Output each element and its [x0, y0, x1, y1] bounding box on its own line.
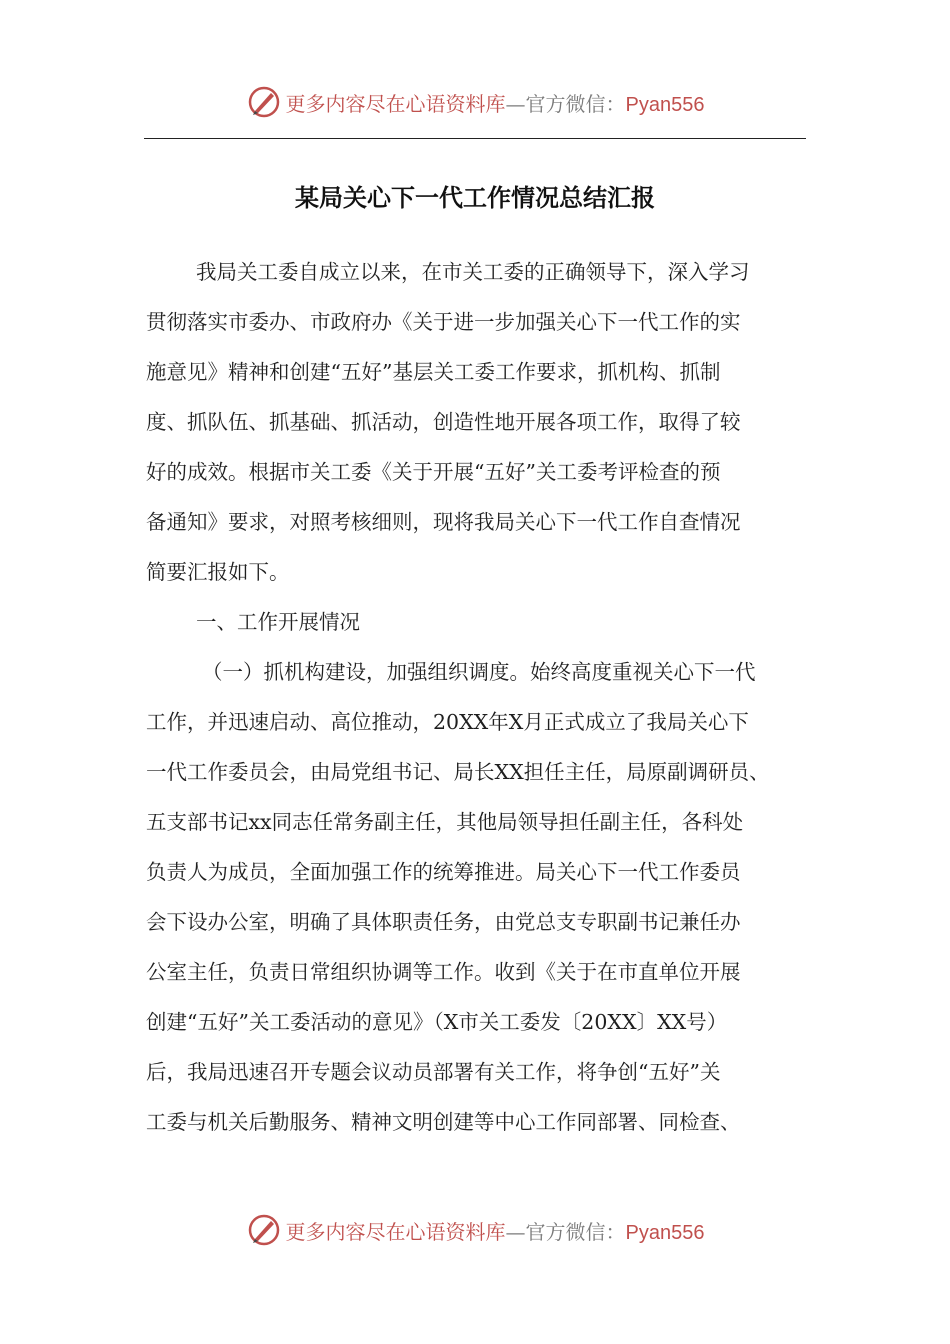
banner-text: [286, 1216, 705, 1245]
banner-wechat-label: 官方微信：: [525, 1219, 626, 1244]
body-line: 会下设办公室，明确了具体职责任务，由党总支专职副书记兼任办: [146, 910, 741, 934]
document-title: 某局关心下一代工作情况总结汇报: [295, 183, 655, 212]
banner-separator: —: [505, 1219, 526, 1244]
body-line: 一、工作开展情况: [196, 610, 360, 634]
banner-main-text: 更多内容尽在心语资料库: [285, 91, 506, 116]
banner-wechat-id: Pyan556: [625, 93, 705, 116]
pen-logo-icon: [246, 84, 282, 120]
body-line: 一代工作委员会，由局党组书记、局长XX担任主任，局原副调研员、: [146, 760, 770, 784]
body-line: 公室主任，负责日常组织协调等工作。收到《关于在市直单位开展: [146, 960, 741, 984]
body-line: 工作，并迅速启动、高位推动，20XX年X月正式成立了我局关心下: [146, 710, 749, 734]
body-line: 五支部书记xx同志任常务副主任，其他局领导担任副主任，各科处: [146, 810, 744, 834]
body-line: 度、抓队伍、抓基础、抓活动，创造性地开展各项工作，取得了较: [146, 410, 741, 434]
body-line: 后，我局迅速召开专题会议动员部署有关工作，将争创“五好”关: [146, 1060, 721, 1084]
body-line: 施意见》精神和创建“五好”基层关工委工作要求，抓机构、抓制: [146, 360, 721, 384]
body-line: 好的成效。根据市关工委《关于开展“五好”关工委考评检查的预: [146, 460, 721, 484]
banner-wechat-label: 官方微信：: [525, 91, 626, 116]
body-line: 创建“五好”关工委活动的意见》（X市关工委发〔20XX〕XX号）: [146, 1010, 728, 1034]
pen-logo-icon: [246, 1212, 282, 1248]
banner-separator: —: [505, 91, 526, 116]
body-line: 贯彻落实市委办、市政府办《关于进一步加强关心下一代工作的实: [146, 310, 741, 334]
body-line: （一）抓机构建设，加强组织调度。始终高度重视关心下一代: [202, 660, 756, 684]
body-line: 备通知》要求，对照考核细则，现将我局关心下一代工作自查情况: [146, 510, 741, 534]
body-line: 我局关工委自成立以来，在市关工委的正确领导下，深入学习: [196, 260, 750, 284]
body-line: 负责人为成员，全面加强工作的统筹推进。局关心下一代工作委员: [146, 860, 741, 884]
body-line: 简要汇报如下。: [146, 560, 290, 584]
banner-text: [286, 88, 705, 117]
header-divider: [144, 138, 806, 139]
body-line: 工委与机关后勤服务、精神文明创建等中心工作同部署、同检查、: [146, 1110, 741, 1134]
footer-banner: [0, 1210, 950, 1250]
banner-main-text: 更多内容尽在心语资料库: [285, 1219, 506, 1244]
header-banner: [0, 82, 950, 122]
banner-wechat-id: Pyan556: [625, 1221, 705, 1244]
